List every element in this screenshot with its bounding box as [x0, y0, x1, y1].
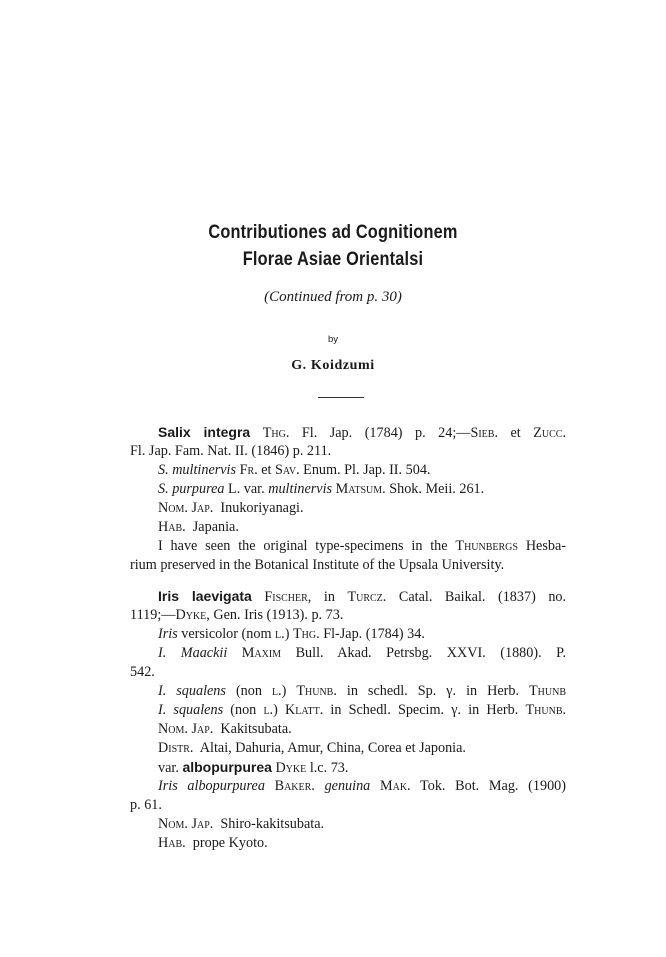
iris-synonym-3: I. squalens (non l.) Thunb. in schedl. Sp. γ. in Herb. Thunb	[158, 683, 567, 699]
variety-name: albopurpurea	[182, 759, 272, 775]
iris-synonym-4: I. squalens (non l.) Klatt. in Schedl. Specim. γ. in Herb. Thunb.	[158, 702, 567, 718]
article-title-line-1: Contributiones ad Cognitionem	[208, 222, 458, 243]
iris-line-2: 1119;—Dyke, Gen. Iris (1913). p. 73.	[130, 607, 344, 623]
salix-line-1: Salix integra Thg. Fl. Jap. (1784) p. 24;—Sieb. et Zucc.	[158, 424, 567, 441]
author-name: G. Koidzumi	[291, 358, 375, 373]
salix-note-line-1: I have seen the original type-specimens in the Thunbergs Hesba-	[158, 538, 566, 554]
iris-variety: var. albopurpurea Dyke l.c. 73.	[158, 759, 349, 776]
salix-synonym-1: S. multinervis Fr. et Sav. Enum. Pl. Jap. II. 504.	[158, 462, 431, 478]
species-name: Iris laevigata	[158, 588, 252, 604]
continued-note: (Continued from p. 30)	[264, 289, 402, 305]
article-title-line-2: Florae Asiae Orientalsi	[242, 249, 424, 270]
iris-synonym-2-cont: 542.	[130, 664, 155, 680]
salix-synonym-2: S. purpurea L. var. multinervis Matsum. Shok. Meii. 261.	[158, 481, 485, 497]
iris-japanese-name: Nom. Jap. Kakitsubata.	[158, 721, 292, 737]
iris-variety-synonym: Iris albopurpurea Baker. genuina Mak. Tok. Bot. Mag. (1900)	[158, 778, 566, 794]
title-divider	[318, 397, 364, 398]
iris-variety-synonym-cont: p. 61.	[130, 797, 162, 813]
salix-line-2: Fl. Jap. Fam. Nat. II. (1846) p. 211.	[130, 443, 332, 459]
salix-habitat: Hab. Japania.	[158, 519, 239, 535]
salix-japanese-name: Nom. Jap. Inukoriyanagi.	[158, 500, 304, 516]
byline: by	[327, 334, 339, 345]
iris-variety-japanese-name: Nom. Jap. Shiro-kakitsubata.	[158, 816, 325, 832]
iris-distribution: Distr. Altai, Dahuria, Amur, China, Corea et Japonia.	[158, 740, 466, 756]
iris-synonym-2: I. Maackii Maxim Bull. Akad. Petrsbg. XXVI. (1880). P.	[158, 645, 566, 661]
species-name: Salix integra	[158, 424, 251, 440]
salix-note-line-2: rium preserved in the Botanical Institute of the Upsala University.	[130, 557, 505, 573]
iris-synonym-1: Iris versicolor (nom l.) Thg. Fl-Jap. (1784) 34.	[158, 626, 425, 642]
iris-line-1: Iris laevigata Fischer, in Turcz. Catal. Baikal. (1837) no.	[158, 588, 567, 605]
iris-variety-habitat: Hab. prope Kyoto.	[158, 835, 268, 851]
